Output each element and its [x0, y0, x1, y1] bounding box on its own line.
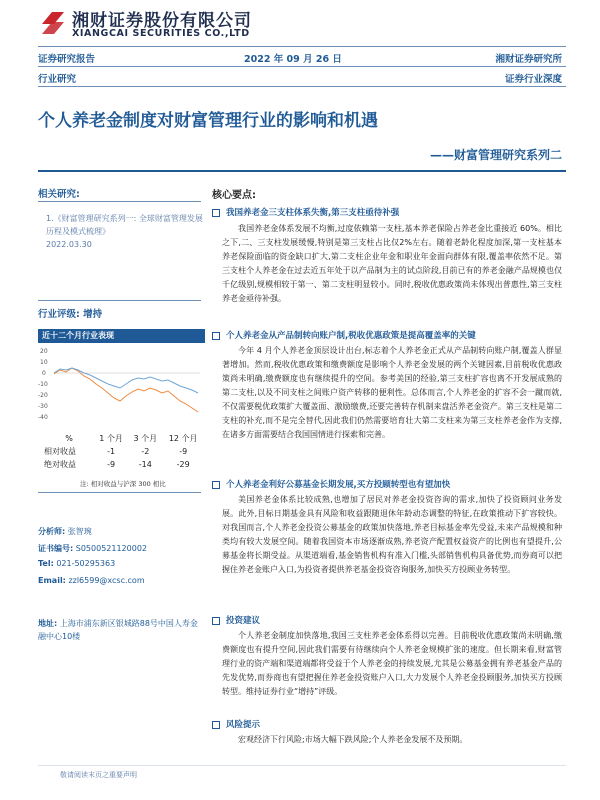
point-title: 个人养老金从产品制转向账户制,税收优惠政策是提高覆盖率的关键	[226, 331, 476, 341]
brand-logo-icon	[38, 8, 68, 38]
analyst-label: 分析师:	[38, 527, 66, 536]
y-tick: -40	[38, 414, 48, 421]
table-cell: -9	[179, 447, 188, 456]
industry-rating: 行业评级: 增持	[38, 309, 103, 320]
y-tick: -10	[38, 381, 48, 388]
address-info	[38, 617, 198, 643]
report-kind: 证券行业深度	[504, 74, 562, 85]
table-cell: -14	[138, 460, 152, 469]
y-tick: -30	[38, 403, 48, 410]
y-tick: -20	[38, 392, 48, 399]
header-divider	[38, 66, 566, 67]
sidebar-divider	[38, 492, 201, 493]
y-tick: 0	[42, 370, 46, 377]
point-title: 风险提示	[226, 720, 261, 730]
footer-divider	[38, 765, 566, 766]
header-divider	[38, 86, 566, 87]
row-label: 相对收益	[44, 447, 76, 456]
related-report-title: 1.《财富管理研究系列一: 全球财富管理发展历程及模式梳理》	[46, 214, 203, 236]
benchmark-series-line	[54, 368, 198, 393]
address-text: 上海市浦东新区银城路88号中国人寿金融中心10楼	[38, 619, 198, 641]
point-body: 我国养老金体系发展不均衡,过度依赖第一支柱,基本养老保险占养老金比重接近 60%。相比之下,二、三支柱发展缓慢,特别是第三支柱占比仅2%左右。随着老龄化程度加深,第一支柱基本养老保险面临的资金缺口扩大,第二支柱企业年金和职业年金面向群体有限,覆盖率依然不足。第三支柱个人养老金在过去近五年处于以产品制为主的试点阶段,目前已有的养老金融产品规模也仅千亿级别,规模相较于第一、第二支柱明显较小。同时,税收优惠政策尚未体现出普惠性,第三支柱养老金亟待补强。	[222, 224, 562, 303]
y-tick: 20	[40, 348, 48, 355]
related-report-link[interactable]	[46, 212, 206, 251]
email-link[interactable]: zzl6599@xcsc.com	[68, 576, 145, 585]
point-body: 美国养老金体系比较成熟,也增加了居民对养老金投资咨询的需求,加快了投资顾问业务发展。此外,目标日期基金具有风险和收益跟随退休年龄动态调整的特征,在政策推动下扩容较快。对我国而言,个人养老金投资公募基金的政策加快落地,养老目标基金率先受益,未来产品规模和种类均有较大发展空间。随着我国资本市场逐渐成熟,养老资产配置权益资产的比例也有望提升,公募基金将长期受益。从渠道端看,基金销售机构有准入门槛,头部销售机构具备优势,而券商可以把握住养老金账户入口,为投资者提供养老基金投资咨询服务,加快买方投顾业务转型。	[222, 495, 562, 574]
table-note: 注: 相对收益与沪深 300 相比	[80, 480, 166, 488]
point-body: 宏观经济下行风险;市场大幅下跌风险;个人养老金发展不及预期。	[238, 735, 468, 744]
bullet-square-icon	[212, 617, 220, 625]
related-report-date: 2022.03.30	[46, 240, 92, 249]
cert-number: S0500521120002	[75, 544, 147, 553]
bullet-square-icon	[212, 481, 220, 489]
table-cell: -29	[176, 460, 190, 469]
analyst-name: 张智琬	[67, 527, 92, 536]
report-type: 证券研究报告	[38, 54, 96, 65]
cert-info	[38, 543, 147, 554]
report-date: 2022 年 09 月 26 日	[244, 54, 342, 65]
analyst-info	[38, 526, 92, 537]
footer-disclaimer-link[interactable]: 敬请阅读末页之重要声明	[60, 771, 137, 779]
page-title: 个人养老金制度对财富管理行业的影响和机遇	[38, 111, 378, 131]
sidebar-divider	[38, 201, 201, 202]
y-tick: 10	[40, 359, 48, 366]
table-row	[44, 445, 204, 458]
chart-title: 近十二个月行业表现	[38, 329, 205, 343]
email-info	[38, 576, 145, 585]
table-header: 12 个月	[168, 434, 198, 443]
related-label: 相关研究:	[38, 189, 80, 200]
header-divider	[38, 46, 566, 47]
table-cell: -1	[107, 447, 116, 456]
point-title: 我国养老金三支柱体系失衡,第三支柱亟待补强	[226, 208, 400, 218]
tel-number: 021-50295363	[56, 559, 116, 568]
table-header: 3 个月	[133, 434, 158, 443]
sidebar-divider	[38, 300, 201, 301]
table-cell: -9	[107, 460, 116, 469]
title-divider	[38, 170, 566, 172]
point-title: 个人养老金利好公募基金长期发展,买方投顾转型也有望加快	[226, 480, 451, 490]
bullet-square-icon	[212, 332, 220, 340]
tel-label: Tel:	[38, 559, 54, 568]
page-subtitle: ——财富管理研究系列二	[429, 148, 562, 162]
core-points-heading: 核心要点:	[212, 190, 256, 201]
email-label: Email:	[38, 576, 66, 585]
performance-table	[44, 432, 204, 471]
brand-name-en: XIANGCAI SECURITIES CO.,LTD	[72, 28, 250, 39]
point-body: 今年 4 月个人养老金顶层设计出台,标志着个人养老金正式从产品制转向账户制,覆盖人群显著增加。然而,税收优惠政策和缴费额度是影响个人养老金发展的两个关键因素,目前税收优惠政策尚未明确,缴费额度也有继续提升的空间。参考美国的经验,第三支柱扩容也离不开发展成熟的第二支柱,以及不同支柱之间账户资产转移的便利性。总体而言,个人养老金的扩容不会一蹴而就,不仅需要税优政策扩大覆盖面、激励缴费,还要完善转存机制来盘活养老金资产。第三支柱是第二支柱的补充,而不是完全替代,因此我们仍然需要培育壮大第二支柱来为第三支柱养老金作为支撑,在诸多方面需要结合我国国情进行探索和完善。	[222, 346, 562, 439]
table-header: %	[65, 434, 73, 443]
bullet-square-icon	[212, 209, 220, 217]
report-category: 行业研究	[38, 74, 77, 85]
bullet-square-icon	[212, 721, 220, 729]
industry-series-line	[54, 368, 198, 412]
performance-chart	[38, 346, 205, 426]
institute-name: 湘财证券研究所	[495, 54, 562, 65]
brand-name-cn: 湘财证券股份有限公司	[72, 11, 252, 31]
cert-label: 证书编号:	[38, 544, 74, 553]
point-body: 个人养老金制度加快落地,我国三支柱养老金体系得以完善。目前税收优惠政策尚未明确,缴费额度也有提升空间,因此我们需要有待继续向个人养老金规模扩张的速度。但长期来看,财富管理行业的资产端和渠道端都将受益于个人养老金的持续发展,尤其是公募基金拥有养老基金产品的先发优势,而券商也有望把握住养老金投资账户入口,大力发展个人养老金投顾服务,加快买方投顾转型。维持证券行业“增持”评级。	[222, 631, 562, 696]
point-title: 投资建议	[226, 616, 261, 626]
table-cell: -2	[141, 447, 150, 456]
table-header: 1 个月	[99, 434, 123, 443]
row-label: 绝对收益	[44, 460, 76, 469]
address-label: 地址:	[38, 619, 58, 628]
table-row	[44, 458, 204, 471]
tel-info	[38, 559, 115, 568]
